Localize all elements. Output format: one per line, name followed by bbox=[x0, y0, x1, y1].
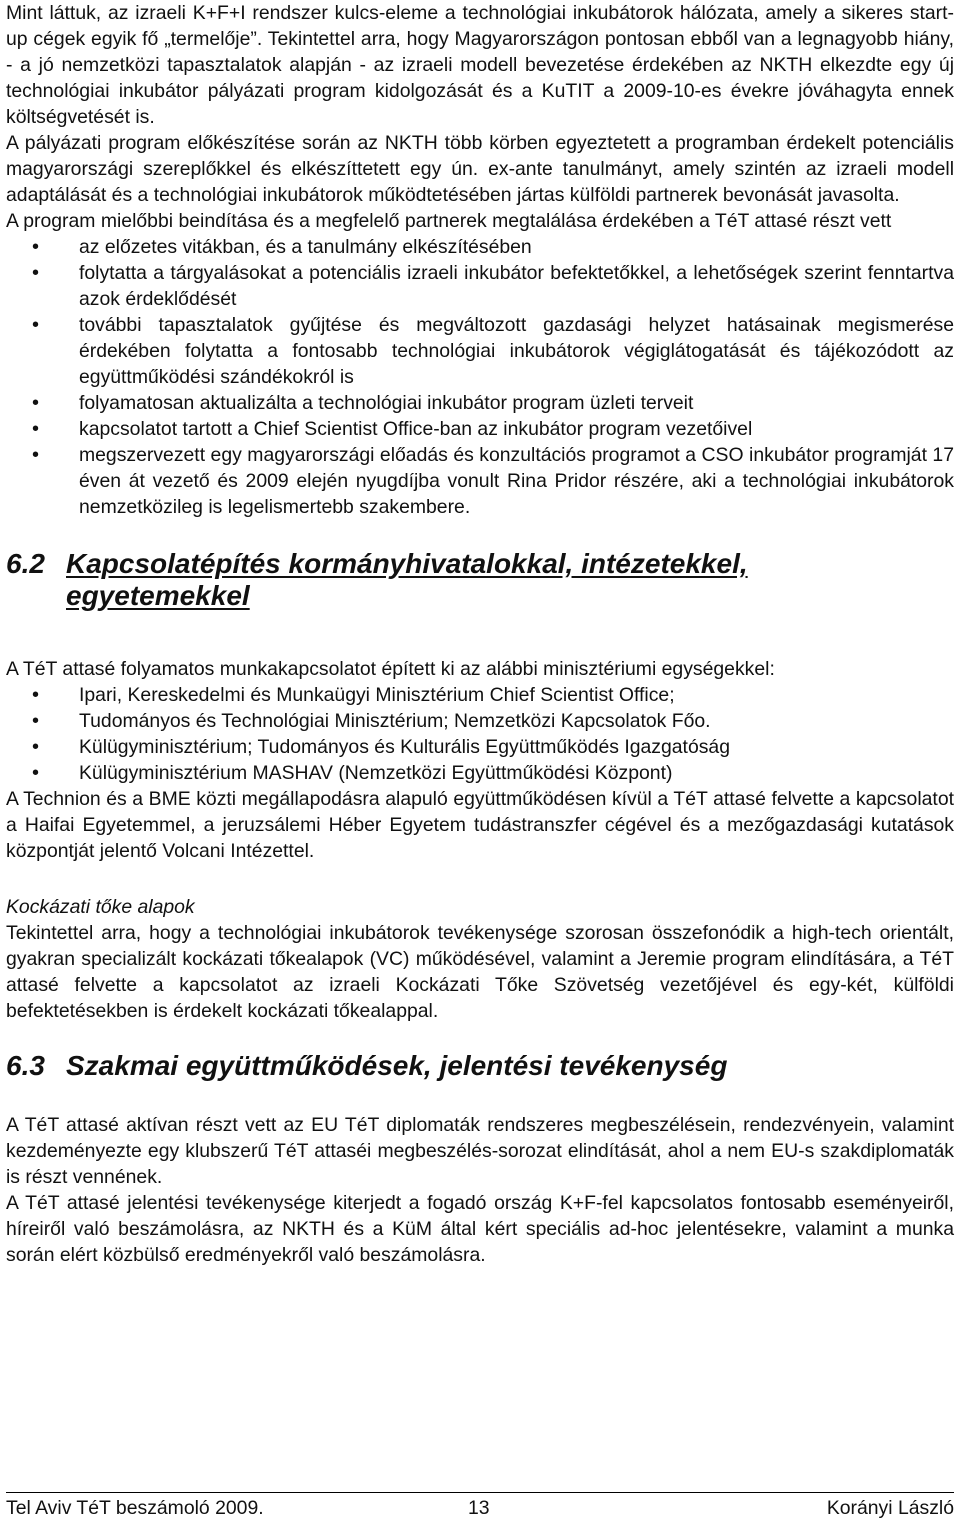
section-heading-6-2 bbox=[6, 548, 954, 612]
attache-activities-list bbox=[6, 234, 954, 520]
section-number: 6.3 bbox=[6, 1050, 45, 1081]
list-item: • az előzetes vitákban, és a tanulmány elkészítésében bbox=[6, 234, 954, 260]
list-item: • megszervezett egy magyarországi előadás és konzultációs programot a CSO inkubátor programját 17 éven át vezető és 2009 elején nyugdíjba vonult Rina Pridor részére, aki a technológiai inkubátorok nemzetközileg is legelismertebb szakembere. bbox=[6, 442, 954, 520]
list-item: • kapcsolatot tartott a Chief Scientist Office-ban az inkubátor program vezetőivel bbox=[6, 416, 954, 442]
reporting-paragraph: A TéT attasé jelentési tevékenysége kiterjedt a fogadó ország K+F-fel kapcsolatos fontosabb eseményeiről, híreiről való beszámolásra, az NKTH és a KüM által kért speciális ad-hoc jelentésekre, valamint a munka során elért közbülső eredményekről való beszámolásra. bbox=[6, 1192, 954, 1266]
list-item: • további tapasztalatok gyűjtése és megváltozott gazdasági helyzet hatásainak megismerése érdekében folytatta a fontosabb technológiai inkubátorok végiglátogatását és tájékozódott az együttműködési szándékokról is bbox=[6, 312, 954, 390]
preparation-paragraph: A pályázati program előkészítése során az NKTH több körben egyeztetett a programban érdekelt potenciális magyarországi szereplőkkel és elkészíttetett egy ún. ex-ante tanulmányt, amely szintén az izraeli modell adaptálását és a technológiai inkubátorok működtetésében jártas külföldi partnerek bevonását javasolta. bbox=[6, 132, 954, 206]
section-number: 6.2 bbox=[6, 548, 45, 579]
footer-report-title: Tel Aviv TéT beszámoló 2009. bbox=[6, 1497, 264, 1519]
ministries-list bbox=[6, 682, 954, 786]
list-item: • folyamatosan aktualizálta a technológiai inkubátor program üzleti terveit bbox=[6, 390, 954, 416]
page-footer bbox=[6, 1492, 954, 1521]
attache-intro-paragraph: A program mielőbbi beindítása és a megfelelő partnerek megtalálása érdekében a TéT attasé részt vett bbox=[6, 210, 892, 232]
technion-paragraph: A Technion és a BME közti megállapodásra alapuló együttműködésen kívül a TéT attasé felvette a kapcsolatot a Haifai Egyetemmel, a jeruzsálemi Héber Egyetem tudástranszfer cégével és a mezőgazdasági kutatások központját jelentő Volcani Intézettel. bbox=[6, 788, 954, 862]
section-title: Szakmai együttműködések, jelentési tevékenység bbox=[66, 1050, 728, 1081]
ministries-intro: A TéT attasé folyamatos munkakapcsolatot épített ki az alábbi minisztériumi egységekkel: bbox=[6, 658, 775, 680]
list-item: • Külügyminisztérium MASHAV (Nemzetközi Együttműködési Központ) bbox=[6, 760, 954, 786]
section-heading-6-3 bbox=[6, 1050, 954, 1082]
list-item: • Ipari, Kereskedelmi és Munkaügyi Minisztérium Chief Scientist Office; bbox=[6, 682, 954, 708]
list-item: • Külügyminisztérium; Tudományos és Kulturális Együttműködés Igazgatóság bbox=[6, 734, 954, 760]
list-item: • Tudományos és Technológiai Minisztérium; Nemzetközi Kapcsolatok Főo. bbox=[6, 708, 954, 734]
intro-paragraph: Mint láttuk, az izraeli K+F+I rendszer kulcs-eleme a technológiai inkubátorok hálózata, amely a sikeres start-up cégek egyik fő „termelője”. Tekintettel arra, hogy Magyarországon pontosan ebből van a legnagyobb hiány, - a jó nemzetközi tapasztalatok alapján - az izraeli modell bevezetése érdekében az NKTH elkezdte egy új technológiai inkubátor pályázati program kidolgozását és a KuTIT a 2009-10-es évekre jóváhagyta ennek költségvetését is. bbox=[6, 2, 954, 128]
vc-subheading: Kockázati tőke alapok bbox=[6, 896, 195, 918]
footer-author: Korányi László bbox=[826, 1497, 954, 1519]
page-number: 13 bbox=[468, 1497, 490, 1519]
eu-diplomats-paragraph: A TéT attasé aktívan részt vett az EU TéT diplomaták rendszeres megbeszélésein, rendezvényein, valamint kezdeményezte egy klubszerű TéT attaséi megbeszélés-sorozat elindítását, ahol a nem EU-s szakdiplomaták is részt vennének. bbox=[6, 1114, 954, 1188]
vc-paragraph: Tekintettel arra, hogy a technológiai inkubátorok tevékenysége szorosan összefonódik a high-tech orientált, gyakran specializált kockázati tőkealapok (VC) működésével, valamint a Jeremie program elindítására, a TéT attasé felvette a kapcsolatot az izraeli Kockázati Tőke Szövetség vezetőjével és egy-két, külföldi befektetésekben is érdekelt kockázati tőkealappal. bbox=[6, 922, 954, 1022]
list-item: • folytatta a tárgyalásokat a potenciális izraeli inkubátor befektetőkkel, a lehetőségek szerint fenntartva azok érdeklődését bbox=[6, 260, 954, 312]
page-content bbox=[6, 0, 954, 1268]
section-title: Kapcsolatépítés kormányhivatalokkal, intézetekkel, egyetemekkel bbox=[66, 548, 748, 611]
